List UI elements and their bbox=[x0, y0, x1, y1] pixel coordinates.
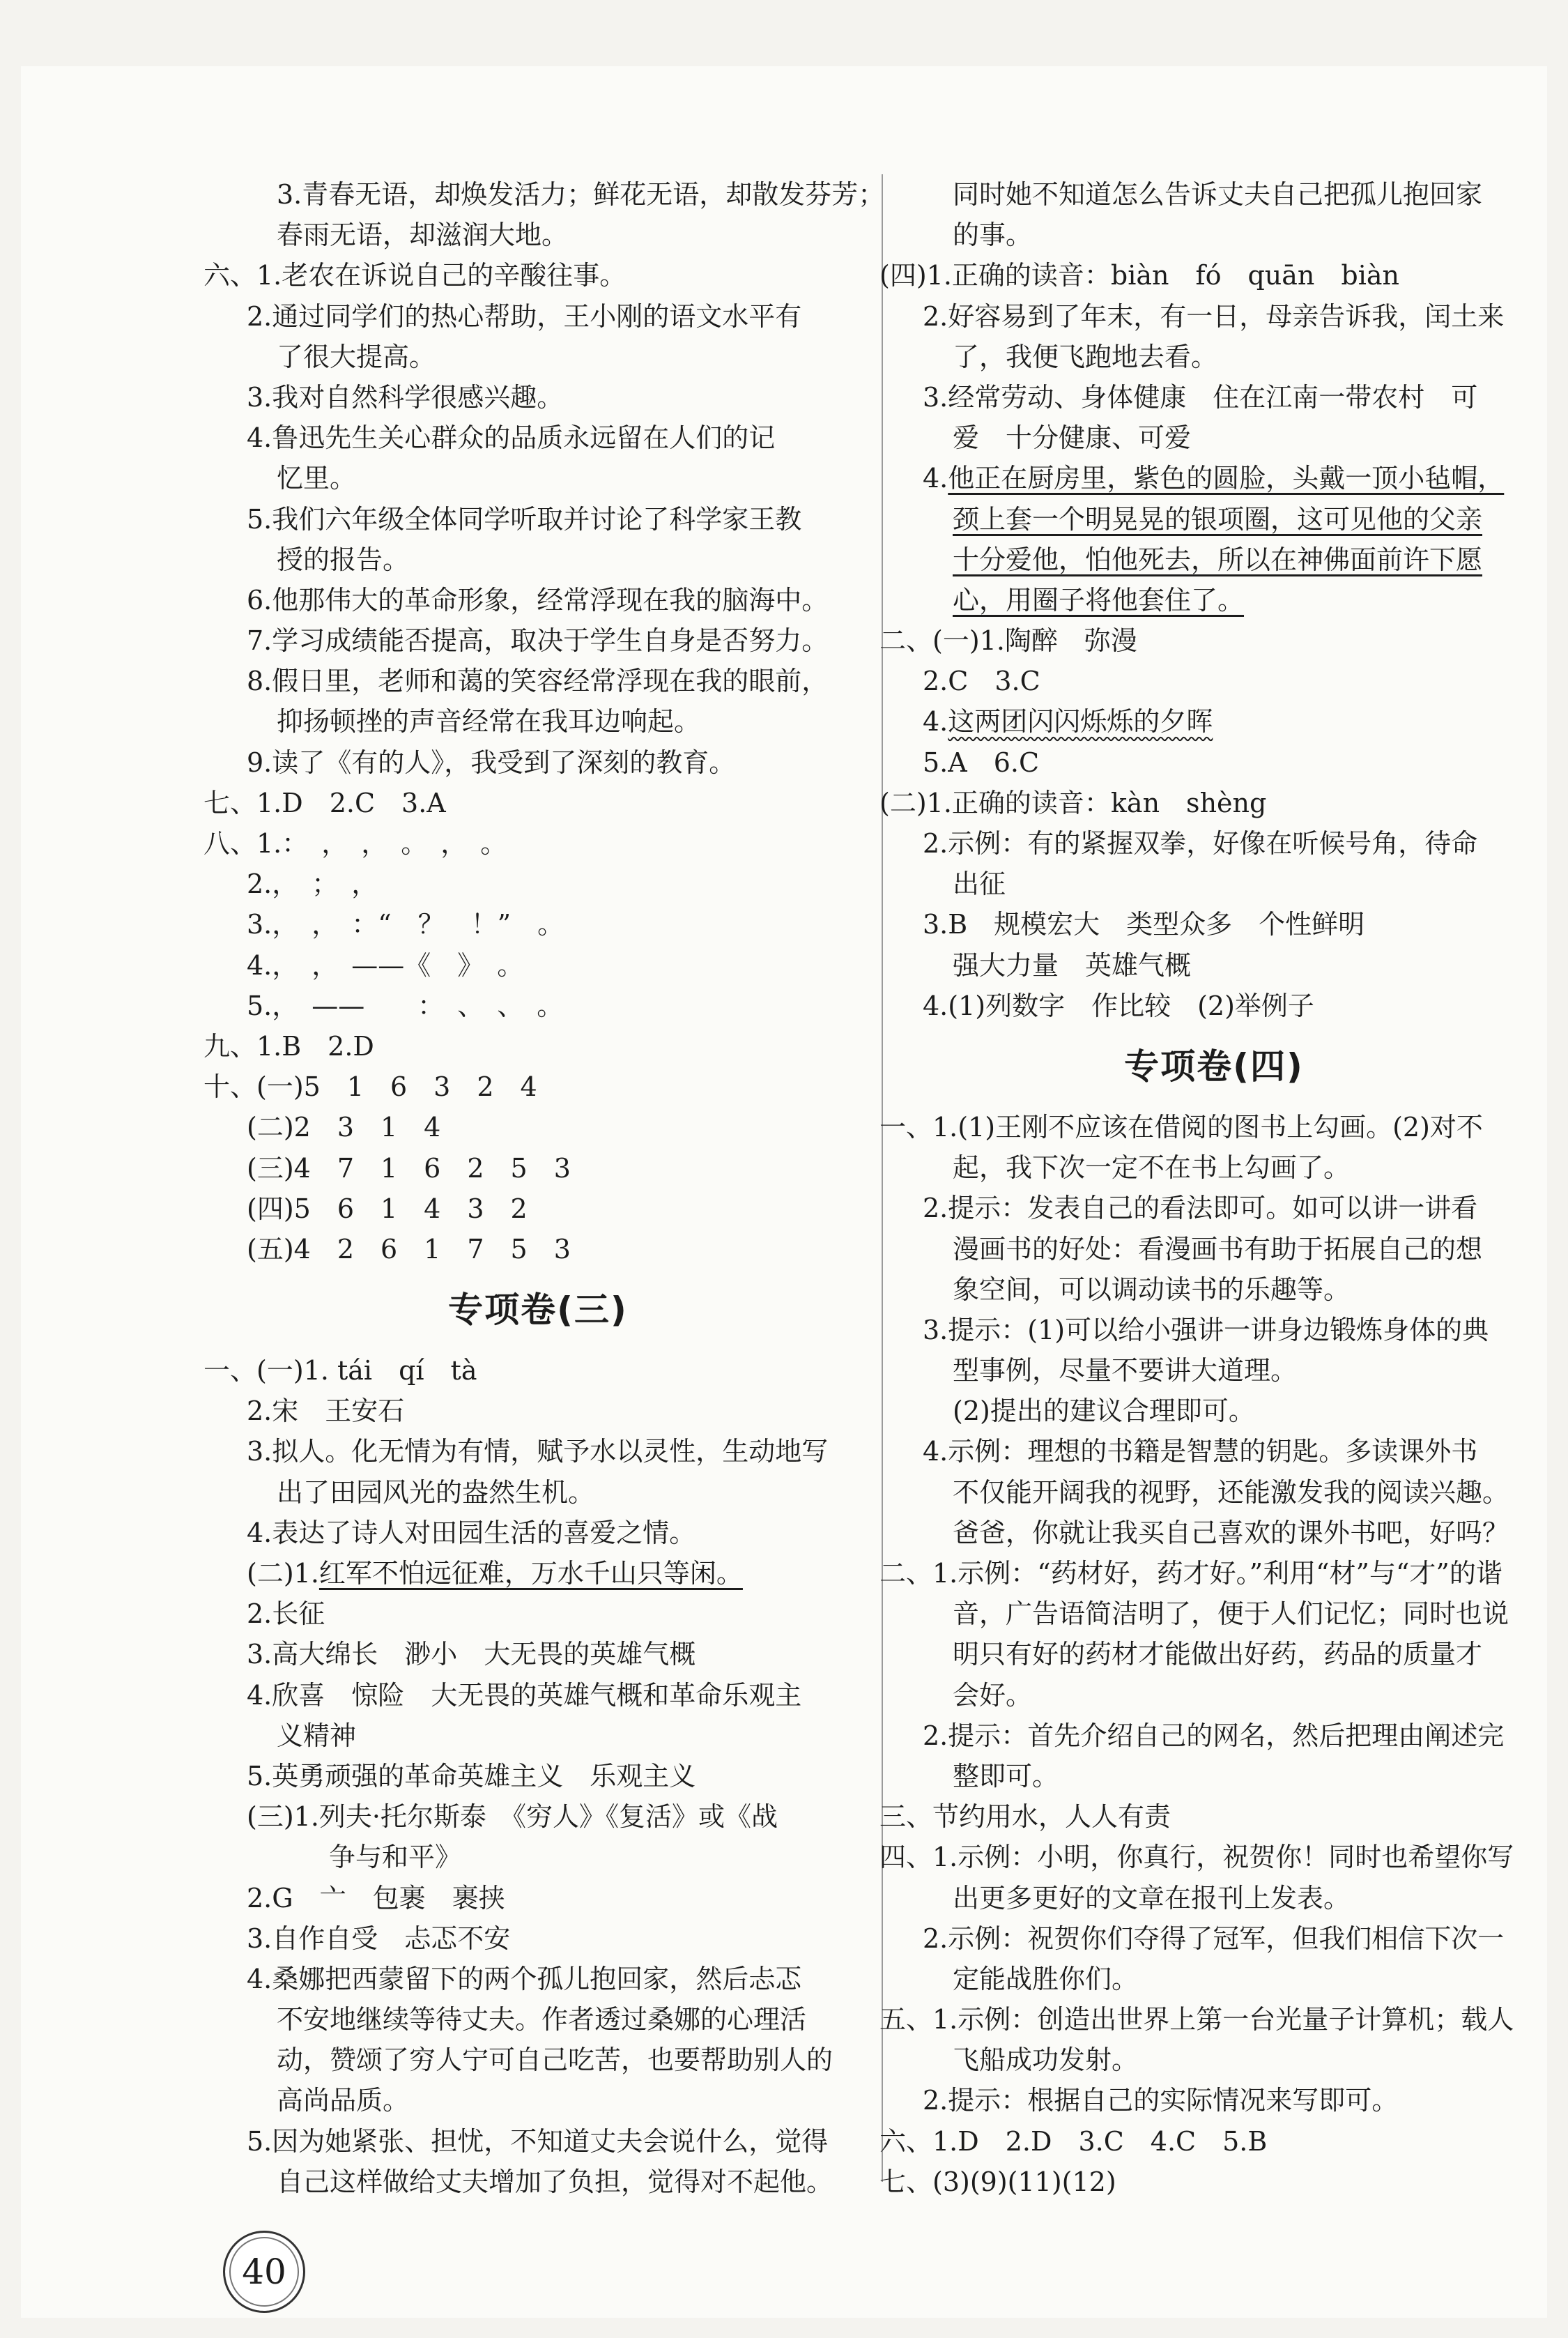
answer-text: 6.他那伟大的革命形象，经常浮现在我的脑海中。 bbox=[247, 584, 829, 616]
answer-line bbox=[203, 377, 873, 418]
answer-text: 三、节约用水，人人有责 bbox=[879, 1801, 1171, 1833]
answer-text: 定能战胜你们。 bbox=[953, 1963, 1139, 1994]
answer-line bbox=[203, 1391, 873, 1431]
answer-line bbox=[203, 1472, 873, 1513]
answer-line bbox=[203, 823, 873, 864]
answer-text: (二)2 3 1 4 bbox=[247, 1112, 441, 1143]
answer-line bbox=[203, 2080, 873, 2121]
answer-text: 起，我下次一定不在书上勾画了。 bbox=[953, 1152, 1351, 1184]
answer-line bbox=[879, 1837, 1548, 1877]
answer-text: 3.经常劳动、身体健康 住在江南一带农村 可 bbox=[923, 381, 1478, 413]
answer-line bbox=[203, 1716, 873, 1756]
answer-line bbox=[879, 255, 1548, 296]
answer-line bbox=[203, 2040, 873, 2080]
answer-text: 4.， ， ——《 》 。 bbox=[247, 949, 524, 981]
answer-line bbox=[879, 1229, 1548, 1269]
answer-text: 3.提示：(1)可以给小强讲一讲身边锻炼身体的典 bbox=[923, 1314, 1489, 1345]
answer-line bbox=[203, 1999, 873, 2040]
answer-line bbox=[879, 215, 1548, 255]
answer-text: 8.假日里，老师和蔼的笑容经常浮现在我的眼前， bbox=[247, 666, 829, 697]
answer-text: 自己这样做给丈夫增加了负担，觉得对不起他。 bbox=[277, 2166, 833, 2197]
answer-line bbox=[879, 986, 1548, 1026]
answer-text: 2.长征 bbox=[247, 1598, 325, 1630]
answer-line bbox=[879, 1553, 1548, 1594]
answer-line bbox=[879, 783, 1548, 823]
answer-text: 型事例，尽量不要讲大道理。 bbox=[953, 1355, 1298, 1386]
answer-text: 六、1.D 2.D 3.C 4.C 5.B bbox=[879, 2125, 1268, 2157]
underlined-text: 红军不怕远征难，万水千山只等闲。 bbox=[318, 1558, 743, 1589]
answer-text: 出更多更好的文章在报刊上发表。 bbox=[953, 1882, 1351, 1913]
answer-line bbox=[203, 296, 873, 337]
answer-text: 3.拟人。化无情为有情，赋予水以灵性，生动地写 bbox=[247, 1436, 829, 1467]
answer-line bbox=[203, 255, 873, 296]
answer-line bbox=[203, 1350, 873, 1391]
answer-text: 2.宋 王安石 bbox=[247, 1396, 405, 1427]
answer-text: 漫画书的好处：看漫画书有助于拓展自己的想 bbox=[953, 1233, 1483, 1264]
answer-line bbox=[879, 1350, 1548, 1391]
answer-line bbox=[879, 1472, 1548, 1513]
answer-text: 2.， ； ， bbox=[247, 869, 378, 900]
underlined-text: 心，用圈子将他套住了。 bbox=[953, 584, 1245, 616]
answer-line bbox=[203, 418, 873, 458]
answer-line bbox=[879, 580, 1548, 620]
answer-text: 整即可。 bbox=[953, 1760, 1059, 1791]
answer-line bbox=[203, 1067, 873, 1107]
answer-line bbox=[203, 1107, 873, 1147]
answer-text: 了很大提高。 bbox=[277, 341, 436, 372]
answer-text: 爱 十分健康、可爱 bbox=[953, 422, 1192, 454]
answer-text: 4.鲁迅先生关心群众的品质永远留在人们的记 bbox=[247, 422, 776, 454]
answer-line bbox=[879, 174, 1548, 215]
answer-line bbox=[203, 1878, 873, 1918]
answer-line bbox=[879, 458, 1548, 498]
answer-line bbox=[203, 540, 873, 580]
answer-line bbox=[203, 1513, 873, 1553]
answer-line bbox=[203, 1148, 873, 1189]
answer-text: 5.英勇顽强的革命英雄主义 乐观主义 bbox=[247, 1760, 696, 1791]
answer-line bbox=[879, 540, 1548, 580]
answer-text: 一、(一)1. tái qí tà bbox=[203, 1355, 477, 1386]
answer-text: (四)5 6 1 4 3 2 bbox=[247, 1193, 528, 1224]
answer-line bbox=[203, 1026, 873, 1067]
section-title: 专项卷(三) bbox=[448, 1290, 628, 1331]
answer-text: 2.示例：有的紧握双拳，好像在听候号角，待命 bbox=[923, 828, 1478, 859]
answer-text: 出征 bbox=[953, 869, 1006, 900]
answer-line bbox=[879, 296, 1548, 337]
answer-line bbox=[203, 1189, 873, 1229]
answer-text: (二)1.正确的读音：kàn shèng bbox=[879, 787, 1267, 818]
answer-text: 3.我对自然科学很感兴趣。 bbox=[247, 381, 564, 413]
answer-line bbox=[879, 864, 1548, 904]
answer-line bbox=[879, 1959, 1548, 1999]
answer-text: 5.因为她紧张、担忧，不知道丈夫会说什么，觉得 bbox=[247, 2125, 829, 2157]
page-number: 40 bbox=[223, 2231, 305, 2313]
answer-line bbox=[203, 580, 873, 620]
answer-text: 5.， —— ： 、 、 。 bbox=[247, 990, 564, 1021]
answer-text: 抑扬顿挫的声音经常在我耳边响起。 bbox=[277, 706, 701, 738]
answer-line bbox=[879, 1269, 1548, 1310]
answer-text: 4. bbox=[923, 463, 948, 494]
answer-text: 春雨无语，却滋润大地。 bbox=[277, 220, 569, 251]
answer-text: 五、1.示例：创造出世界上第一台光量子计算机；载人 bbox=[879, 2004, 1514, 2035]
answer-text: 音，广告语简洁明了，便于人们记忆；同时也说 bbox=[953, 1598, 1509, 1630]
answer-line bbox=[203, 1229, 873, 1269]
answer-line bbox=[879, 701, 1548, 742]
answer-line bbox=[879, 1594, 1548, 1634]
answer-text: 授的报告。 bbox=[277, 544, 410, 575]
underlined-text: 颈上套一个明晃晃的银项圈，这可见他的父亲 bbox=[953, 503, 1483, 535]
answer-line bbox=[203, 1756, 873, 1796]
answer-line bbox=[879, 1918, 1548, 1959]
answer-text: (五)4 2 6 1 7 5 3 bbox=[247, 1233, 571, 1264]
answer-line bbox=[879, 1431, 1548, 1472]
answer-text: 4. bbox=[923, 706, 948, 738]
answer-line bbox=[879, 418, 1548, 458]
answer-line bbox=[203, 620, 873, 661]
answer-line bbox=[879, 2121, 1548, 2162]
answer-line bbox=[203, 661, 873, 701]
answer-text: 4.示例：理想的书籍是智慧的钥匙。多读课外书 bbox=[923, 1436, 1478, 1467]
answer-text: 二、(一)1.陶醉 弥漫 bbox=[879, 625, 1137, 657]
answer-text: 会好。 bbox=[953, 1679, 1033, 1711]
answer-text: 十、(一)5 1 6 3 2 4 bbox=[203, 1071, 537, 1103]
answer-text: (三)1.列夫·托尔斯泰 《穷人》《复活》或《战 bbox=[247, 1801, 778, 1833]
answer-text: (三)4 7 1 6 2 5 3 bbox=[247, 1152, 571, 1184]
answer-line bbox=[879, 904, 1548, 945]
answer-line bbox=[879, 1796, 1548, 1837]
answer-line bbox=[879, 1188, 1548, 1228]
answer-text: 九、1.B 2.D bbox=[203, 1030, 374, 1062]
answer-text: 2.示例：祝贺你们夺得了冠军，但我们相信下次一 bbox=[923, 1923, 1505, 1954]
answer-text: 3.B 规模宏大 类型众多 个性鲜明 bbox=[923, 909, 1365, 940]
answer-text: 强大力量 英雄气概 bbox=[953, 949, 1192, 981]
answer-line bbox=[203, 1675, 873, 1716]
answer-line bbox=[879, 1756, 1548, 1796]
answer-line bbox=[879, 661, 1548, 701]
answer-line bbox=[203, 783, 873, 823]
answer-line bbox=[879, 499, 1548, 540]
answer-text: 3.高大绵长 渺小 大无畏的英雄气概 bbox=[247, 1639, 696, 1670]
answer-line bbox=[879, 1310, 1548, 1350]
answer-line bbox=[879, 2162, 1548, 2202]
answer-text: 7.学习成绩能否提高，取决于学生自身是否努力。 bbox=[247, 625, 829, 657]
answer-text: 四、1.示例：小明，你真行，祝贺你！同时也希望你写 bbox=[879, 1842, 1514, 1873]
answer-line bbox=[203, 986, 873, 1026]
answer-text: 爸爸，你就让我买自己喜欢的课外书吧，好吗？ bbox=[953, 1517, 1509, 1548]
answer-text: 4.表达了诗人对田园生活的喜爱之情。 bbox=[247, 1517, 696, 1548]
answer-line bbox=[879, 1999, 1548, 2040]
answer-text: 争与和平》 bbox=[329, 1842, 462, 1873]
answer-text: 2.好容易到了年末，有一日，母亲告诉我，闰土来 bbox=[923, 300, 1505, 332]
answer-text: 4.欣喜 惊险 大无畏的英雄气概和革命乐观主 bbox=[247, 1679, 802, 1711]
right-column bbox=[879, 174, 1548, 2202]
answer-text: 义精神 bbox=[277, 1720, 357, 1751]
answer-text: 3.， ， ：“ ？ ！” 。 bbox=[247, 909, 564, 940]
answer-line bbox=[879, 1391, 1548, 1431]
answer-text: 2.提示：发表自己的看法即可。如可以讲一讲看 bbox=[923, 1193, 1478, 1224]
answer-line bbox=[203, 1837, 873, 1877]
answer-line bbox=[203, 499, 873, 540]
answer-line bbox=[203, 1431, 873, 1472]
answer-line bbox=[203, 1634, 873, 1674]
answer-text: 的事。 bbox=[953, 220, 1033, 251]
answer-text: 一、1.(1)王刚不应该在借阅的图书上勾画。(2)对不 bbox=[879, 1111, 1483, 1143]
answer-text: 3.青春无语，却焕发活力；鲜花无语，却散发芬芳； bbox=[277, 179, 885, 210]
answer-line bbox=[879, 620, 1548, 661]
answer-text: 六、1.老农在诉说自己的辛酸往事。 bbox=[203, 260, 627, 291]
answer-line bbox=[879, 1107, 1548, 1147]
answer-text: (二)1. bbox=[247, 1558, 319, 1589]
answer-text: 2.G 亠 包裹 裹挟 bbox=[247, 1882, 505, 1913]
answer-line bbox=[203, 742, 873, 783]
answer-text: 飞船成功发射。 bbox=[953, 2045, 1139, 2076]
answer-line bbox=[203, 1594, 873, 1634]
answer-text: 象空间，可以调动读书的乐趣等。 bbox=[953, 1274, 1351, 1305]
answer-line bbox=[879, 1513, 1548, 1553]
answer-line bbox=[879, 1147, 1548, 1188]
answer-text: 七、1.D 2.C 3.A bbox=[203, 787, 446, 818]
answer-line bbox=[203, 1553, 873, 1594]
answer-line bbox=[203, 701, 873, 742]
answer-text: 出了田园风光的盎然生机。 bbox=[277, 1476, 595, 1508]
answer-line bbox=[879, 377, 1548, 418]
wavy-underlined-text: 这两团闪闪烁烁的夕晖 bbox=[948, 706, 1213, 738]
answer-text: 4.桑娜把西蒙留下的两个孤儿抱回家，然后忐忑 bbox=[247, 1963, 802, 1994]
answer-line bbox=[879, 1634, 1548, 1674]
answer-line bbox=[203, 2121, 873, 2162]
answer-text: 明只有好的药材才能做出好药，药品的质量才 bbox=[953, 1639, 1483, 1670]
answer-text: 2.提示：根据自己的实际情况来写即可。 bbox=[923, 2085, 1399, 2116]
answer-text: 2.通过同学们的热心帮助，王小刚的语文水平有 bbox=[247, 300, 802, 332]
answer-line bbox=[203, 215, 873, 255]
answer-text: 忆里。 bbox=[277, 463, 357, 494]
answer-text: 2.提示：首先介绍自己的网名，然后把理由阐述完 bbox=[923, 1720, 1505, 1751]
answer-line bbox=[203, 458, 873, 498]
answer-line bbox=[203, 1959, 873, 1999]
answer-line bbox=[203, 1796, 873, 1837]
section-title: 专项卷(四) bbox=[1124, 1046, 1304, 1087]
answer-line bbox=[203, 904, 873, 945]
underlined-text: 十分爱他，怕他死去，所以在神佛面前许下愿 bbox=[953, 544, 1483, 575]
answer-text: 七、(3)(9)(11)(12) bbox=[879, 2166, 1116, 2197]
answer-line bbox=[203, 174, 885, 215]
answer-line bbox=[879, 337, 1548, 377]
answer-text: 4.(1)列数字 作比较 (2)举例子 bbox=[923, 990, 1314, 1021]
answer-line bbox=[879, 2040, 1548, 2080]
answer-text: 不安地继续等待丈夫。作者透过桑娜的心理活 bbox=[277, 2004, 807, 2035]
answer-line bbox=[203, 337, 873, 377]
left-column bbox=[203, 174, 885, 2202]
answer-text: 八、1.： ， ， 。 ， 。 bbox=[203, 828, 507, 859]
answer-text: 同时她不知道怎么告诉丈夫自己把孤儿抱回家 bbox=[953, 179, 1483, 210]
answer-text: 9.读了《有的人》，我受到了深刻的教育。 bbox=[247, 747, 736, 778]
answer-text: 5.我们六年级全体同学听取并讨论了科学家王教 bbox=[247, 503, 802, 535]
answer-text: 二、1.示例：“药材好，药才好。”利用“材”与“才”的谐 bbox=[879, 1558, 1502, 1589]
answer-line bbox=[879, 2080, 1548, 2121]
answer-line bbox=[879, 945, 1548, 986]
answer-text: 3.自作自受 忐忑不安 bbox=[247, 1923, 511, 1954]
answer-line bbox=[879, 823, 1548, 864]
answer-line bbox=[203, 864, 873, 904]
answer-line bbox=[879, 742, 1548, 783]
answer-text: (2)提出的建议合理即可。 bbox=[953, 1396, 1255, 1427]
answer-text: 不仅能开阔我的视野，还能激发我的阅读兴趣。 bbox=[953, 1476, 1509, 1508]
answer-line bbox=[879, 1716, 1548, 1756]
answer-line bbox=[879, 1675, 1548, 1716]
answer-line bbox=[879, 1878, 1548, 1918]
answer-text: 2.C 3.C bbox=[923, 666, 1040, 697]
answer-line bbox=[203, 2162, 873, 2202]
answer-text: 5.A 6.C bbox=[923, 747, 1040, 778]
answer-text: 动，赞颂了穷人宁可自己吃苦，也要帮助别人的 bbox=[277, 2045, 833, 2076]
underlined-text: 他正在厨房里，紫色的圆脸，头戴一顶小毡帽， bbox=[948, 463, 1505, 494]
answer-line bbox=[203, 1918, 873, 1959]
answer-line bbox=[203, 945, 873, 986]
answer-text: (四)1.正确的读音：biàn fó quān biàn bbox=[879, 260, 1399, 291]
answer-text: 了，我便飞跑地去看。 bbox=[953, 341, 1218, 372]
answer-text: 高尚品质。 bbox=[277, 2085, 410, 2116]
